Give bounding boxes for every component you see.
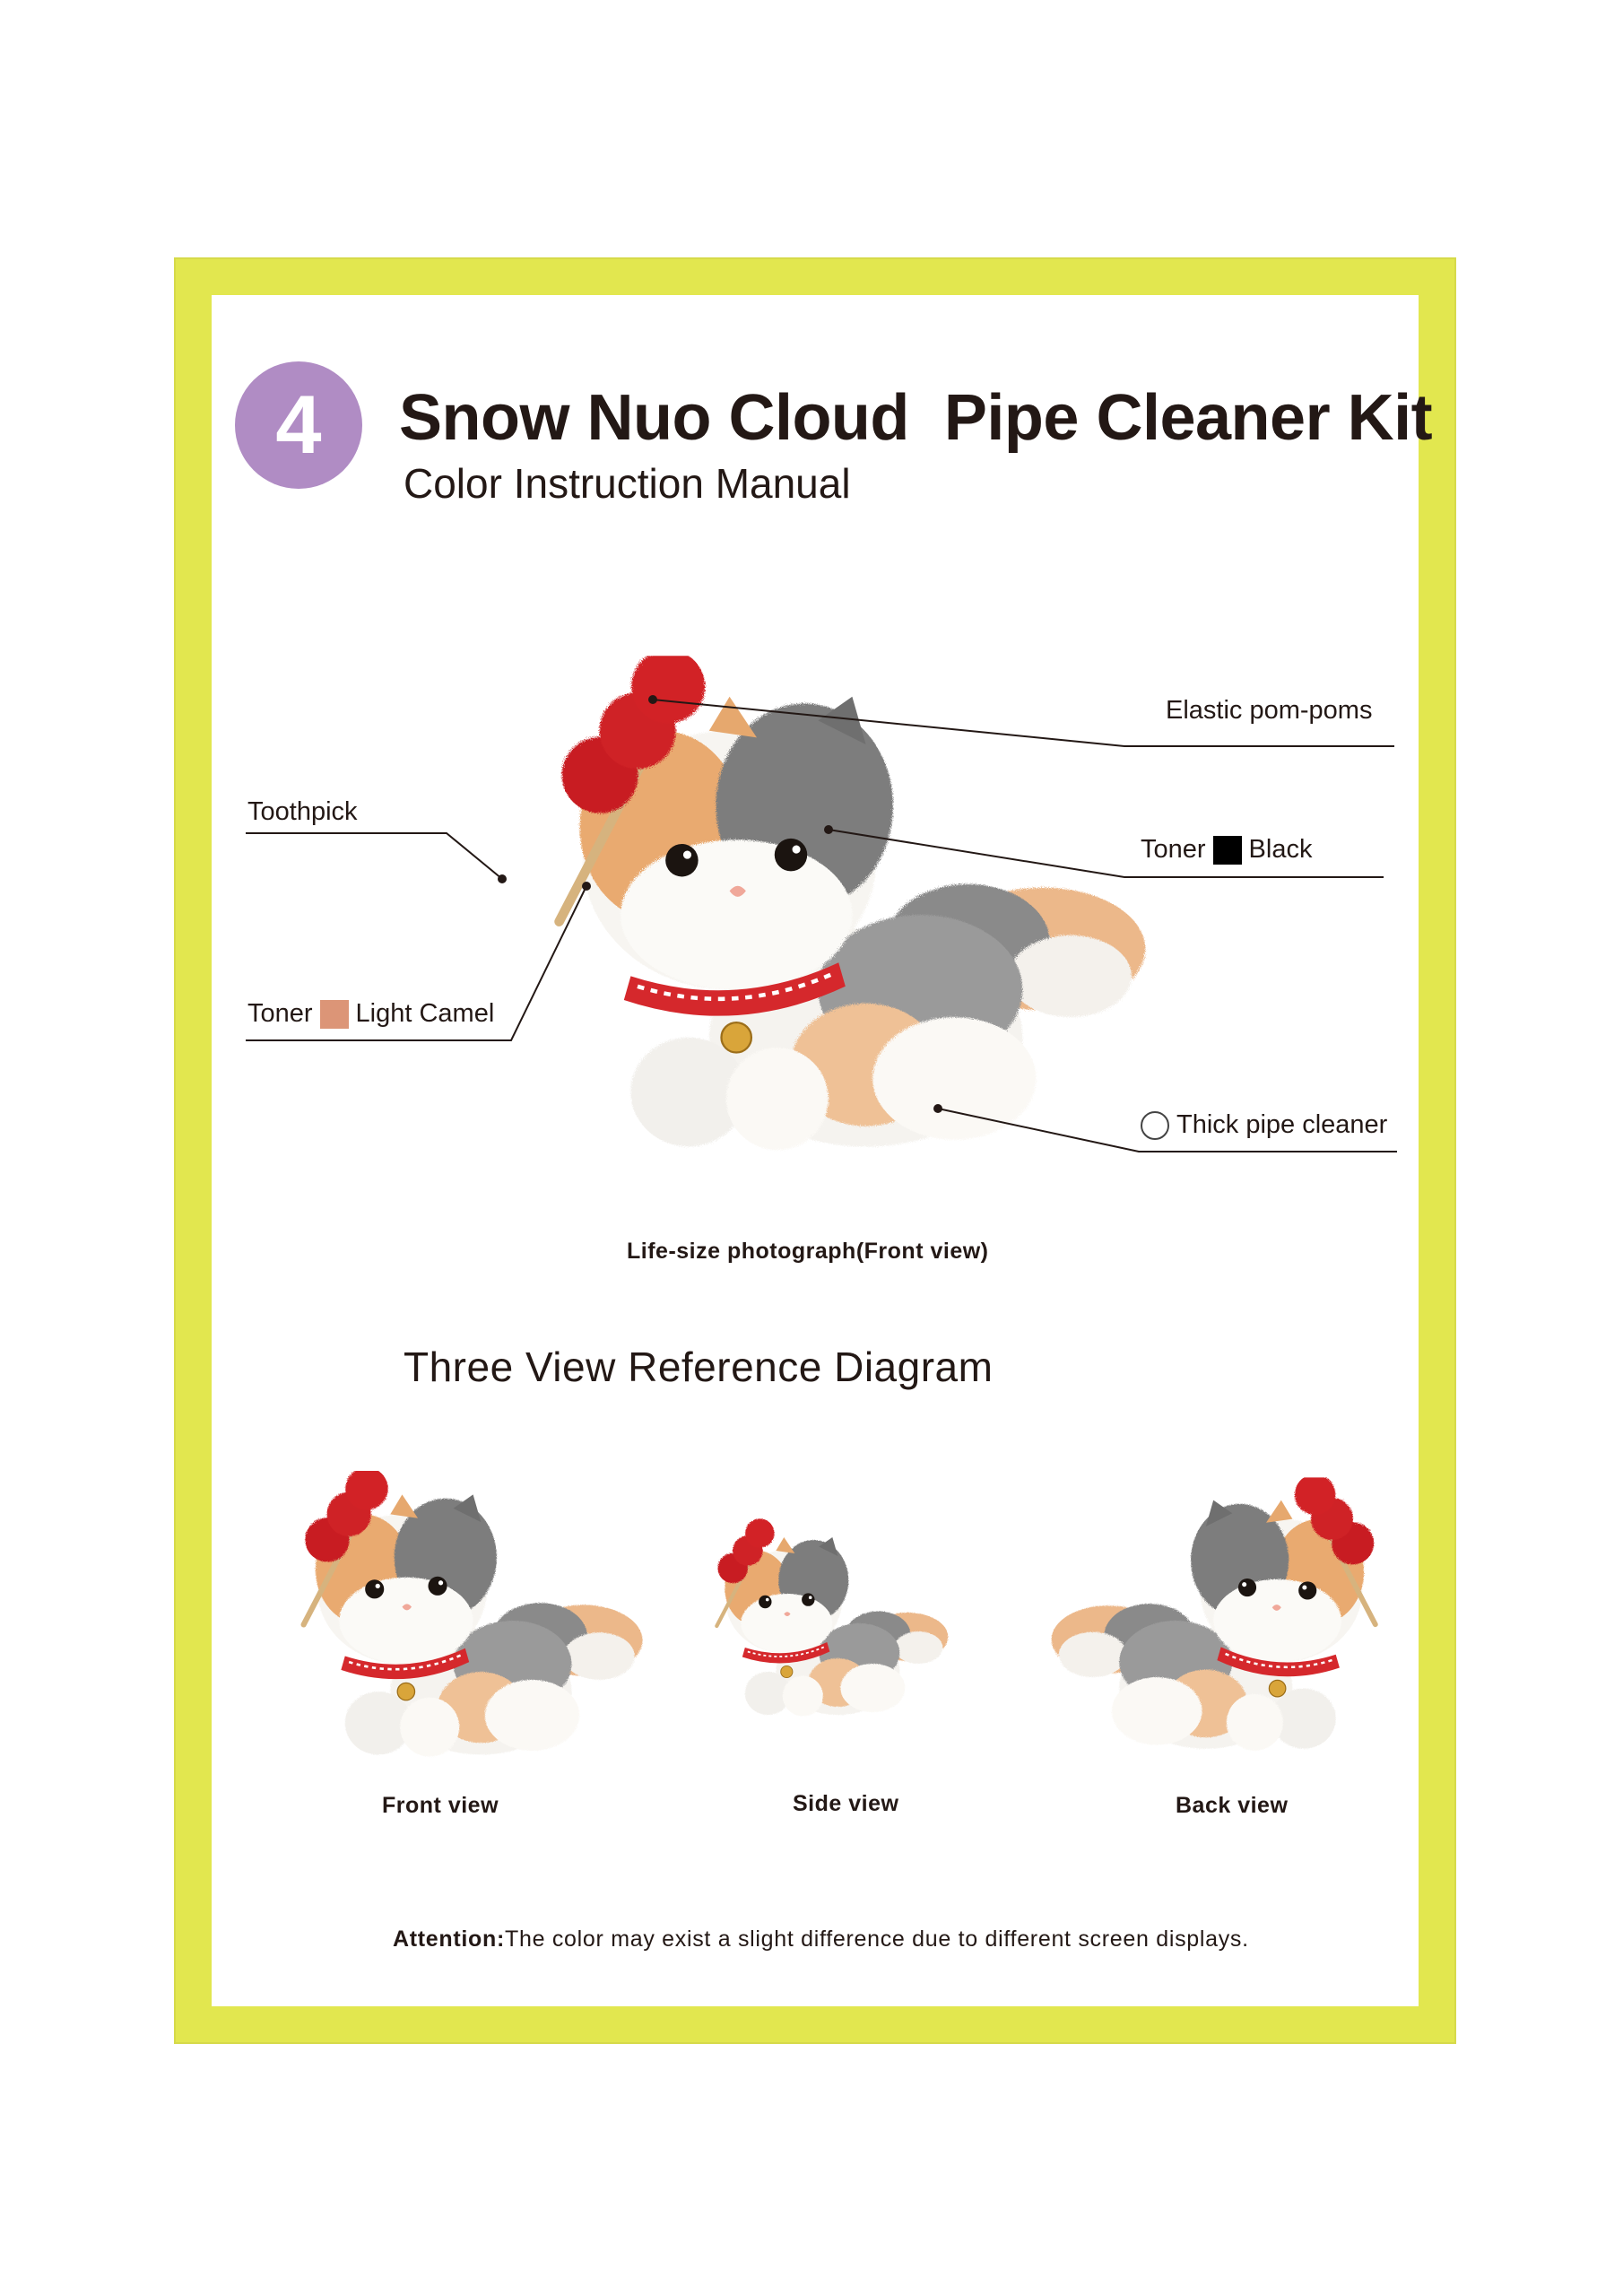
- page-subtitle: Color Instruction Manual: [404, 460, 851, 507]
- attention-note: [393, 1926, 1249, 1952]
- front-view-photo: [260, 1471, 655, 1770]
- page-title: Snow Nuo Cloud Pipe Cleaner Kit: [399, 382, 1433, 454]
- callout-pipe-cleaner: [1141, 1110, 1387, 1140]
- toner-black-prefix: Toner: [1141, 835, 1206, 864]
- toothpick-leader: [246, 833, 502, 879]
- callout-toothpick: [247, 797, 358, 827]
- back-view-photo: [1040, 1471, 1417, 1770]
- main-photo-caption: Life-size photograph(Front view): [627, 1239, 989, 1264]
- step-number: 4: [275, 378, 322, 471]
- toner-black-color-name: Black: [1248, 835, 1313, 864]
- back-view-caption: Back view: [1176, 1793, 1289, 1818]
- side-view-caption: Side view: [793, 1791, 899, 1816]
- attention-label: Attention:: [393, 1926, 506, 1952]
- toner-camel-color-name: Light Camel: [355, 999, 495, 1028]
- side-view-photo: [708, 1462, 977, 1785]
- callout-toner-camel: [247, 999, 494, 1029]
- three-view-title: Three View Reference Diagram: [404, 1344, 994, 1390]
- black-color-swatch: [1213, 836, 1242, 865]
- callout-pompoms-label: Elastic pom-poms: [1166, 696, 1373, 725]
- front-view-caption: Front view: [382, 1793, 499, 1818]
- callout-toothpick-label: Toothpick: [247, 797, 358, 826]
- toner-camel-prefix: Toner: [247, 999, 313, 1028]
- callout-toner-black: [1141, 835, 1312, 865]
- callout-pipe-cleaner-label: Thick pipe cleaner: [1176, 1110, 1388, 1139]
- white-circle-swatch: [1141, 1111, 1169, 1140]
- callout-pompoms: [1166, 696, 1372, 726]
- attention-text: The color may exist a slight difference due to different screen displays.: [505, 1926, 1249, 1952]
- light-camel-color-swatch: [320, 1000, 349, 1029]
